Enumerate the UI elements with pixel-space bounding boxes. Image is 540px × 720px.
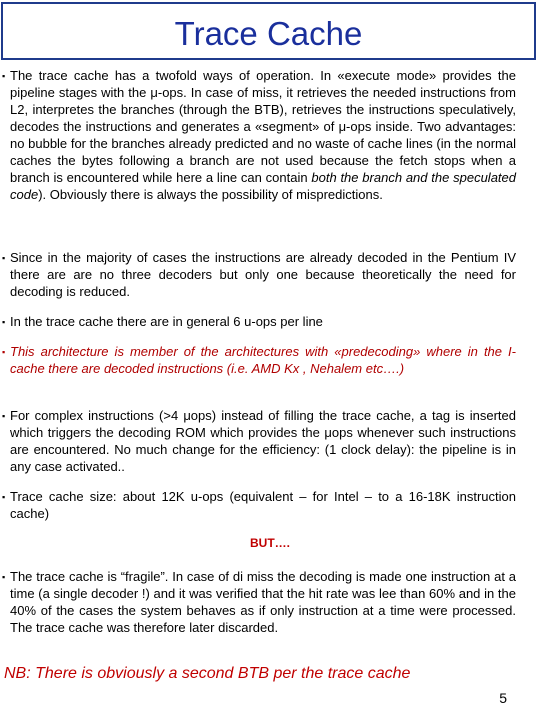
bullet-marker: ▪ bbox=[2, 71, 6, 81]
bullet-item-7 bbox=[2, 568, 516, 636]
bullet-marker: ▪ bbox=[2, 347, 6, 357]
bullet-item-3 bbox=[2, 313, 516, 331]
page-number: 5 bbox=[499, 690, 507, 706]
bullet-text-1-italic: both the branch and the speculated code bbox=[10, 170, 517, 202]
bullet-text-1-a: The trace cache has a twofold ways of operation. In «execute mode» provides the pipeline stages with the μ-ops. In case of miss, it retrieves the needed instructions from L2, interpretes the branches (through the BTB), retrieves the instructions speculatively, decodes the instructions and generates a «segment» of μ-ops inside. Two advantages: no bubble for the branches already predicted and no waste of cache lines (in the normal caches the bytes following a branch are not used because the fetch stops when a branch is encountered while here a line can contain bbox=[10, 68, 516, 185]
but-label: BUT…. bbox=[250, 536, 290, 550]
nb-note: NB: There is obviously a second BTB per the trace cache bbox=[4, 665, 411, 682]
bullet-text-2: Since in the majority of cases the instructions are already decoded in the Pentium IV there are are no three decoders but only one because theoretically the need for decoding is reduced. bbox=[10, 250, 516, 299]
slide-title: Trace Cache bbox=[174, 15, 363, 52]
bullet-item-1 bbox=[2, 67, 516, 203]
bullet-text-3: In the trace cache there are in general 6 u-ops per line bbox=[10, 314, 323, 329]
bullet-text-5: For complex instructions (>4 μops) instead of filling the trace cache, a tag is inserted which triggers the decoding ROM which provides the μops whenever such instructions are encountered. No much change for the efficiency: (1 clock delay): the pipeline is in any case activated.. bbox=[10, 408, 516, 474]
bullet-text-1 bbox=[10, 67, 516, 203]
bullet-marker: ▪ bbox=[2, 317, 6, 327]
bullet-text-6: Trace cache size: about 12K u-ops (equivalent – for Intel – to a 16-18K instruction cache) bbox=[10, 489, 516, 521]
bullet-text-4: This architecture is member of the architectures with «predecoding» where in the I-cache there are decoded instructions (i.e. AMD Kx , Nehalem etc….) bbox=[10, 344, 516, 376]
bullet-item-2 bbox=[2, 249, 516, 300]
bullet-text-1-b: ). Obviously there is always the possibility of mispredictions. bbox=[38, 187, 383, 202]
bullet-text-7: The trace cache is “fragile”. In case of di miss the decoding is made one instruction at a time (a single decoder !) and it was verified that the hit rate was lee than 60% and in the 40% of the cases the system behaves as if only instruction at a time were processed. The trace cache was therefore later discarded. bbox=[10, 569, 516, 635]
bullet-item-4 bbox=[2, 343, 516, 377]
bullet-marker: ▪ bbox=[2, 492, 6, 502]
bullet-marker: ▪ bbox=[2, 253, 6, 263]
bullet-marker: ▪ bbox=[2, 572, 6, 582]
bullet-item-5 bbox=[2, 407, 516, 475]
bullet-marker: ▪ bbox=[2, 411, 6, 421]
bullet-item-6 bbox=[2, 488, 516, 522]
title-box bbox=[1, 2, 536, 60]
